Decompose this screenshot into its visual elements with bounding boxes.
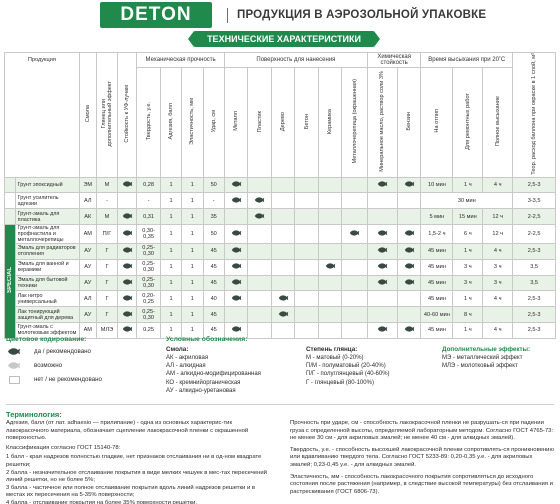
terminology-left: Адгезия, балл (от лат. adhaesio — прилипание) - одна из основных характерис-тик лакокрасочного материала, обозначает сцепление лакокрасочной пленки с окрашенной поверхностью. Классификация согласно ГОСТ 15140-78: 1 балл - края надрезов полностью гладкие, нет признаков отслаивания ни в од-ном квадрате решетки; 2 балла - незначительное отслаивание покрытия в виде мелких чешуек в мес-тах пересечений линий решетки, но не более 5%; 3 балла - частичное или полное отслаивание покрытия вдоль линий надрезов решетки и в местах их пересечения на 5-35% поверхности; 4 балла - отслаивание покрытия на более 35% поверхности решетки. — [6, 420, 267, 504]
product-name: Эмаль для радиаторов отопления — [15, 244, 79, 260]
gloss-cell: - — [96, 193, 117, 209]
impact-cell: 45 — [203, 307, 224, 323]
gloss-column — [306, 346, 390, 387]
adhesion-cell: 1 — [160, 307, 181, 323]
dry-group-header: Время высыхания при 20˚С — [421, 53, 513, 68]
resin-list: АК - акриловая АЛ - алкидная АМ - алкидно-модифицированная КО - кремнийорганическая АУ - алкидно-уретановая — [166, 355, 261, 394]
product-name: Лак тонирующий защитный для дерева — [15, 307, 79, 323]
table-row — [5, 244, 556, 260]
compat-cell — [367, 193, 397, 209]
full-dry-cell: 4 ч — [483, 177, 513, 193]
elasticity-cell: 1 — [182, 291, 203, 307]
tack-free-cell: 45 мин — [421, 275, 453, 291]
compat-cell — [224, 225, 247, 244]
table-row — [5, 177, 556, 193]
header-separator — [227, 8, 228, 23]
color-coding-title: Цветовое кодирование: — [6, 336, 87, 343]
recommended-fish-icon — [6, 347, 22, 356]
gloss-cell: Г — [96, 275, 117, 291]
fish-icon — [231, 278, 242, 286]
impact-cell: 45 — [203, 275, 224, 291]
product-header: Продукция — [5, 53, 80, 178]
adhesion-cell: 1 — [160, 209, 181, 225]
fish-icon — [377, 325, 388, 333]
compat-cell — [224, 193, 247, 209]
fish-icon — [404, 262, 415, 270]
compat-cell — [271, 209, 294, 225]
consumption-cell: 2-2,5 — [513, 225, 556, 244]
row-marker — [5, 177, 16, 193]
table-row — [5, 275, 556, 291]
ceramic-header: Керамика — [318, 67, 341, 177]
tack-free-cell: 1,5-2 ч — [421, 225, 453, 244]
symbols-column — [166, 336, 261, 395]
compat-cell — [248, 244, 271, 260]
gasoline-header: Бензин — [397, 67, 421, 177]
hardness-cell: 0,25-0,30 — [137, 259, 160, 275]
gloss-cell: Г — [96, 244, 117, 260]
compat-cell — [248, 193, 271, 209]
compat-cell — [342, 307, 368, 323]
fish-icon — [122, 246, 133, 254]
fish-icon — [122, 229, 133, 237]
compat-cell — [224, 307, 247, 323]
fish-icon — [377, 278, 388, 286]
row-marker — [5, 209, 16, 225]
full-dry-cell: 3 ч — [483, 275, 513, 291]
resin-cell: АЛ — [79, 193, 96, 209]
product-name: Грунт-эмаль для пластика — [15, 209, 79, 225]
gloss-cell: М — [96, 177, 117, 193]
page-title: ПРОДУКЦИЯ В АЭРОЗОЛЬНОЙ УПАКОВКЕ — [237, 9, 487, 21]
oil-salt-header: Минеральное масло, раствор соли 3% — [367, 67, 397, 177]
product-name: Лак нитро универсальный — [15, 291, 79, 307]
compat-cell — [271, 193, 294, 209]
compat-cell — [295, 259, 318, 275]
elasticity-cell: 1 — [182, 323, 203, 339]
compat-cell — [271, 275, 294, 291]
symbols-title: Условные обозначения: — [166, 336, 248, 343]
consumption-cell: 2-2,5 — [513, 209, 556, 225]
fish-icon — [278, 310, 289, 318]
special-label: SPECIAL — [5, 225, 16, 339]
fish-icon — [122, 212, 133, 220]
fish-icon — [231, 294, 242, 302]
compat-cell — [397, 193, 421, 209]
repair-cell: 1 ч — [453, 177, 483, 193]
fish-icon — [377, 262, 388, 270]
consumption-cell: 3-3,5 — [513, 193, 556, 209]
table-row — [5, 307, 556, 323]
elasticity-cell: 1 — [182, 307, 203, 323]
hardness-cell: 0,30-0,35 — [137, 225, 160, 244]
compat-cell — [318, 259, 341, 275]
fish-icon — [122, 325, 133, 333]
metal-header: Металл — [224, 67, 247, 177]
compat-cell — [271, 307, 294, 323]
compat-cell — [224, 244, 247, 260]
full-dry-cell: 4 ч — [483, 244, 513, 260]
compat-cell — [295, 244, 318, 260]
compat-cell — [397, 275, 421, 291]
impact-cell: 45 — [203, 323, 224, 339]
compat-cell — [224, 275, 247, 291]
legend-possible: возможно — [6, 361, 62, 370]
hardness-cell: 0,25 — [137, 323, 160, 339]
compat-cell — [248, 225, 271, 244]
adhesion-cell: 1 — [160, 177, 181, 193]
repair-cell: 1 ч — [453, 244, 483, 260]
compat-cell — [248, 275, 271, 291]
compat-cell — [271, 177, 294, 193]
top-bar — [0, 0, 560, 30]
compat-cell — [295, 291, 318, 307]
compat-cell — [318, 209, 341, 225]
compat-cell — [248, 291, 271, 307]
uv-cell — [118, 209, 137, 225]
adhesion-cell: 1 — [160, 275, 181, 291]
gloss-cell: Г — [96, 259, 117, 275]
adhesion-cell: 1 — [160, 259, 181, 275]
fish-icon — [404, 229, 415, 237]
fish-icon — [231, 246, 242, 254]
product-name: Грунт эпоксидный — [15, 177, 79, 193]
concrete-header: Бетон — [295, 67, 318, 177]
fish-icon — [404, 180, 415, 188]
fish-icon — [404, 278, 415, 286]
table-row — [5, 225, 556, 244]
impact-header: Удар, см — [203, 67, 224, 177]
compat-cell — [318, 307, 341, 323]
effects-title: Дополнительные эффекты: — [442, 346, 531, 353]
full-dry-header: Полное высыхание — [483, 67, 513, 177]
compat-cell — [367, 177, 397, 193]
repair-cell: 3 ч — [453, 275, 483, 291]
compat-cell — [367, 275, 397, 291]
compat-cell — [271, 259, 294, 275]
full-dry-cell: 12 ч — [483, 209, 513, 225]
impact-cell: 40 — [203, 291, 224, 307]
fish-icon — [122, 310, 133, 318]
adhesion-header: Адгезия, балл — [160, 67, 181, 177]
compat-cell — [271, 244, 294, 260]
fish-icon — [122, 294, 133, 302]
impact-cell: 45 — [203, 259, 224, 275]
compat-cell — [397, 225, 421, 244]
fish-icon — [325, 262, 336, 270]
consumption-cell: 2,5-3 — [513, 291, 556, 307]
table-row — [5, 193, 556, 209]
compat-cell — [397, 244, 421, 260]
compat-cell — [397, 291, 421, 307]
compat-cell — [318, 177, 341, 193]
impact-cell: 45 — [203, 244, 224, 260]
impact-cell: - — [203, 193, 224, 209]
hardness-cell: 0,25-0,30 — [137, 307, 160, 323]
compat-cell — [318, 275, 341, 291]
tack-free-header: На отлип — [421, 67, 453, 177]
hardness-cell: - — [137, 193, 160, 209]
resin-cell: АУ — [79, 307, 96, 323]
compat-cell — [248, 177, 271, 193]
fish-icon — [254, 212, 265, 220]
product-name: Грунт-эмаль с молотковым эффектом — [15, 323, 79, 339]
gloss-cell: Г — [96, 307, 117, 323]
tack-free-cell: 45 мин — [421, 244, 453, 260]
legend — [6, 336, 554, 406]
impact-cell: 50 — [203, 225, 224, 244]
resin-cell: АМ — [79, 323, 96, 339]
table-row — [5, 259, 556, 275]
fish-icon — [231, 196, 242, 204]
consumption-cell: 2,5-3 — [513, 244, 556, 260]
tack-free-cell: 45 мин — [421, 259, 453, 275]
product-name: Грунт-эмаль для профнастила и металлочерепицы — [15, 225, 79, 244]
compat-cell — [295, 177, 318, 193]
full-dry-cell: 4 ч — [483, 323, 513, 339]
compat-cell — [224, 177, 247, 193]
elasticity-cell: 1 — [182, 177, 203, 193]
tack-free-cell: 45 мин — [421, 323, 453, 339]
adhesion-cell: 1 — [160, 291, 181, 307]
elasticity-cell: 1 — [182, 225, 203, 244]
adhesion-cell: 1 — [160, 244, 181, 260]
compat-cell — [224, 291, 247, 307]
fish-icon — [404, 246, 415, 254]
resin-cell: АК — [79, 209, 96, 225]
hardness-cell: 0,31 — [137, 209, 160, 225]
tack-free-cell: 45 мин — [421, 291, 453, 307]
elasticity-cell: 1 — [182, 244, 203, 260]
repair-header: Для ремонтных работ — [453, 67, 483, 177]
compat-cell — [318, 244, 341, 260]
consumption-header: Теор. расход баллона при окраске в 1 слой, м² — [513, 53, 556, 178]
product-name: Эмаль для ванной и керамики — [15, 259, 79, 275]
legend-not-recommended: нет / не рекомендовано — [6, 375, 102, 384]
compat-cell — [342, 209, 368, 225]
fish-icon — [231, 262, 242, 270]
compat-cell — [397, 209, 421, 225]
terminology-title: Терминология: — [6, 410, 62, 419]
compat-cell — [397, 259, 421, 275]
compat-cell — [271, 225, 294, 244]
effects-list: МЭ - металлический эффект МЛЭ - молотковый эффект — [442, 355, 523, 370]
uv-cell — [118, 259, 137, 275]
fish-icon — [231, 180, 242, 188]
compat-cell — [318, 193, 341, 209]
resin-cell: ЭМ — [79, 177, 96, 193]
full-dry-cell: 12 ч — [483, 225, 513, 244]
compat-cell — [342, 259, 368, 275]
uv-cell — [118, 225, 137, 244]
compat-cell — [397, 307, 421, 323]
fish-icon — [122, 278, 133, 286]
fish-icon — [231, 325, 242, 333]
compat-cell — [295, 275, 318, 291]
resin-cell: АМ — [79, 225, 96, 244]
fish-icon — [349, 229, 360, 237]
uv-cell — [118, 307, 137, 323]
gloss-title: Степень глянца: — [306, 346, 358, 353]
hardness-cell: 0,20-0,25 — [137, 291, 160, 307]
roof-tile-header: Металлочерепица (окрашенная) — [342, 67, 368, 177]
compat-cell — [397, 177, 421, 193]
compat-cell — [295, 193, 318, 209]
section-banner: ТЕХНИЧЕСКИЕ ХАРАКТЕРИСТИКИ — [194, 31, 374, 47]
consumption-cell: 2,5-3 — [513, 177, 556, 193]
uv-cell — [118, 244, 137, 260]
hardness-cell: 0,25-0,30 — [137, 275, 160, 291]
table-row — [5, 291, 556, 307]
compat-cell — [367, 291, 397, 307]
dry-time-cell: 30 мин — [421, 193, 513, 209]
hardness-cell: 0,28 — [137, 177, 160, 193]
fish-icon — [377, 180, 388, 188]
compat-cell — [367, 225, 397, 244]
table-row — [5, 209, 556, 225]
fish-icon — [278, 294, 289, 302]
wood-header: Дерево — [271, 67, 294, 177]
repair-cell: 1 ч — [453, 323, 483, 339]
tack-free-cell: 10 мин — [421, 177, 453, 193]
compat-cell — [295, 225, 318, 244]
full-dry-cell: 4 ч — [483, 291, 513, 307]
compat-cell — [271, 291, 294, 307]
compat-cell — [224, 259, 247, 275]
elasticity-cell: 1 — [182, 209, 203, 225]
compat-cell — [295, 209, 318, 225]
elasticity-cell: 1 — [182, 259, 203, 275]
compat-cell — [248, 307, 271, 323]
compat-cell — [367, 307, 397, 323]
repair-cell: 15 мин — [453, 209, 483, 225]
full-dry-cell — [483, 307, 513, 323]
elasticity-cell: 1 — [182, 275, 203, 291]
resin-title: Смола: — [166, 346, 189, 353]
section-divider — [6, 404, 554, 405]
fish-icon — [122, 180, 133, 188]
mech-group-header: Механическая прочность — [137, 53, 225, 68]
repair-cell: 6 ч — [453, 225, 483, 244]
gloss-cell: Г — [96, 291, 117, 307]
compat-cell — [295, 307, 318, 323]
uv-cell — [118, 177, 137, 193]
gloss-list: М - матовый (0-20%) П/М - полуматовый (20-40%) П/Г - полуглянцевый (40-60%) Г - глянцевый (80-100%) — [306, 355, 390, 386]
impact-cell: 35 — [203, 209, 224, 225]
surface-group-header: Поверхность для нанесения — [224, 53, 367, 68]
consumption-cell: 3,5 — [513, 275, 556, 291]
gloss-header: Глянец или дополнительный эффект — [96, 53, 117, 178]
compat-cell — [367, 244, 397, 260]
consumption-cell: 2,5-3 — [513, 307, 556, 323]
resin-cell: АУ — [79, 259, 96, 275]
fish-icon — [254, 196, 265, 204]
compat-cell — [318, 225, 341, 244]
fish-icon — [122, 262, 133, 270]
gloss-cell: М — [96, 209, 117, 225]
terminology-right: Прочность при ударе, см - способность лакокрасочной пленки не разрушать-ся при падении груза с определенной высоты, определяемой лабораторным методом. Согласно ГОСТ 4765-73: не менее 30 см - для акриловых эмалей; не менее 40 см - для алкидных эмалей). Твердость, у.е. - способность высохшей лакокрасочной пленки сопротивлять-ся проникновению или вдавливанию твердого тела. Согласно ГОСТ 5233-89: 0,20-0,35 у.е. - для акриловых эмалей; 0,23-0,45 у.е. - для алкидных эмалей. Эластичность, мм - способность лакокрасочного покрытия сопротивляться до исходного состояния после растяжения (например, в следствие высокой температуры) без отслаивания и растрескивания (ГОСТ 6806-73). — [290, 420, 554, 495]
resin-cell: АУ — [79, 275, 96, 291]
effects-column — [442, 346, 530, 370]
fish-icon — [231, 229, 242, 237]
legend-recommended: да / рекомендовано — [6, 347, 91, 356]
repair-cell: 1 ч — [453, 291, 483, 307]
uv-cell — [118, 193, 137, 209]
tack-free-cell: 40-60 мин — [421, 307, 453, 323]
compat-cell — [224, 209, 247, 225]
uv-header: Стойкость к УФ-лучам — [118, 53, 137, 178]
chem-group-header: Химическая стойкость — [367, 53, 420, 68]
compat-cell — [342, 244, 368, 260]
uv-cell — [118, 291, 137, 307]
fish-icon — [404, 325, 415, 333]
consumption-cell: 3,5 — [513, 259, 556, 275]
fish-icon — [377, 246, 388, 254]
spec-table — [4, 52, 556, 339]
elasticity-cell: 1 — [182, 193, 203, 209]
compat-cell — [248, 259, 271, 275]
resin-cell: АУ — [79, 244, 96, 260]
adhesion-cell: 1 — [160, 225, 181, 244]
product-name: Эмаль для бытовой техники — [15, 275, 79, 291]
compat-cell — [367, 209, 397, 225]
consumption-cell: 2,5-3 — [513, 323, 556, 339]
full-dry-cell: 3 ч — [483, 259, 513, 275]
compat-cell — [248, 209, 271, 225]
possible-fish-icon — [6, 361, 22, 370]
adhesion-cell: 1 — [160, 323, 181, 339]
compat-cell — [342, 291, 368, 307]
compat-cell — [342, 193, 368, 209]
gloss-cell: П/Г — [96, 225, 117, 244]
tack-free-cell: 5 мин — [421, 209, 453, 225]
plastic-header: Пластик — [248, 67, 271, 177]
uv-cell — [118, 275, 137, 291]
gloss-cell: МЛЭ — [96, 323, 117, 339]
resin-header: Смола — [79, 53, 96, 178]
elasticity-header: Эластичность, мм — [182, 67, 203, 177]
compat-cell — [367, 259, 397, 275]
empty-box-icon — [6, 375, 22, 384]
compat-cell — [342, 177, 368, 193]
compat-cell — [342, 275, 368, 291]
fish-icon — [377, 229, 388, 237]
adhesion-cell: 1 — [160, 193, 181, 209]
repair-cell: 8 ч — [453, 307, 483, 323]
compat-cell — [342, 225, 368, 244]
repair-cell: 3 ч — [453, 259, 483, 275]
impact-cell: 50 — [203, 177, 224, 193]
hardness-header: Твердость, у.е. — [137, 67, 160, 177]
deton-logo: DETON — [100, 2, 212, 28]
row-marker — [5, 193, 16, 209]
hardness-cell: 0,25-0,30 — [137, 244, 160, 260]
compat-cell — [318, 291, 341, 307]
product-name: Грунт усилитель адгезии — [15, 193, 79, 209]
resin-cell: АЛ — [79, 291, 96, 307]
